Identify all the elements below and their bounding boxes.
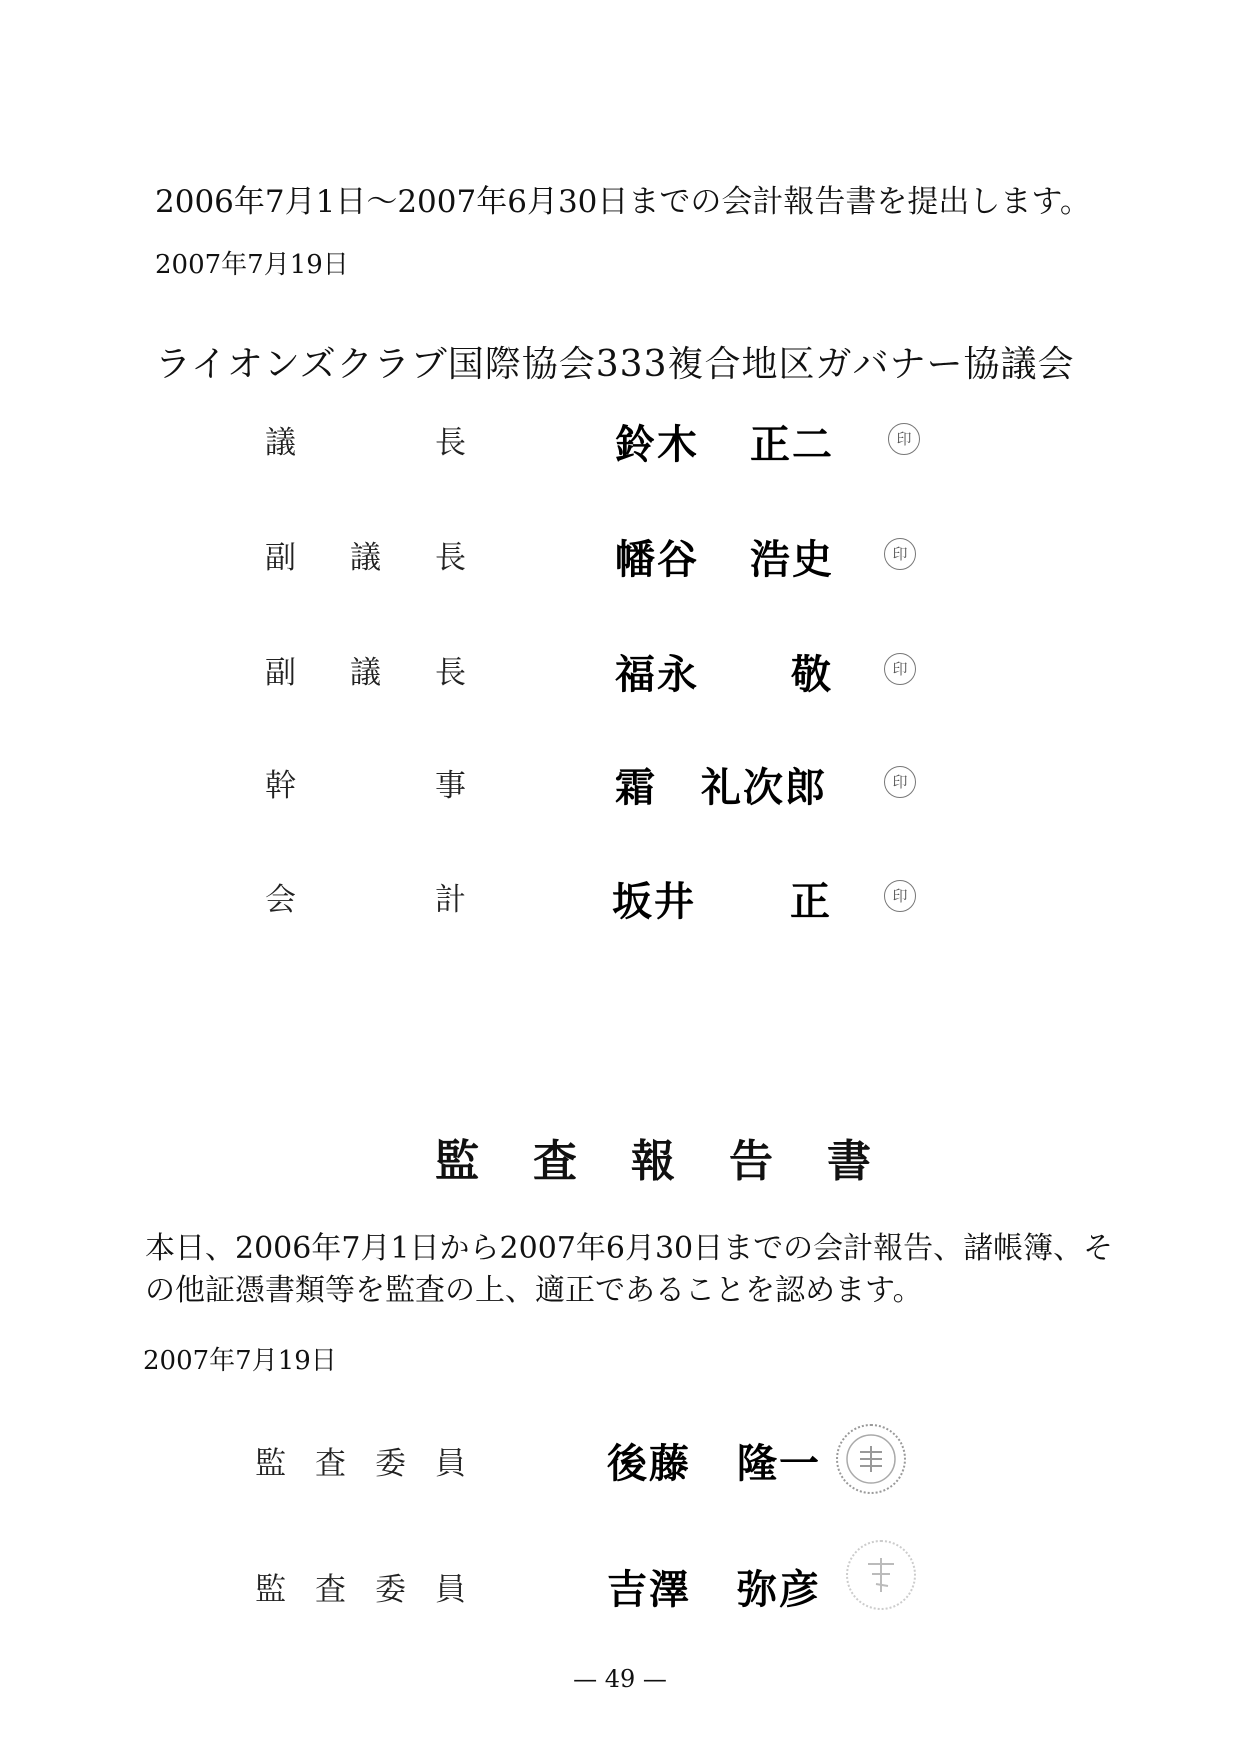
title-char: 告 <box>729 1136 773 1187</box>
officer-family-name: 福永 <box>615 651 699 698</box>
title-char: 監 <box>435 1136 479 1187</box>
auditor-row <box>0 1558 1240 1628</box>
page-number: — 49 — <box>573 1665 667 1693</box>
submission-statement: 2006年7月1日～2007年6月30日までの会計報告書を提出します。 <box>155 184 1091 220</box>
auditor-seal-icon <box>836 1424 906 1494</box>
auditor-family-name: 吉澤 <box>607 1566 691 1613</box>
role-char: 委 <box>375 1446 406 1482</box>
audit-date: 2007年7月19日 <box>143 1346 337 1376</box>
officer-family-name: 霜 <box>615 764 657 811</box>
role-char: 査 <box>315 1572 346 1608</box>
seal-stamp-icon: 印 <box>884 880 916 912</box>
role-char: 長 <box>435 655 466 691</box>
auditor-name <box>607 1432 837 1487</box>
auditor-given-name: 弥彦 <box>737 1566 821 1613</box>
officer-family-name: 鈴木 <box>615 421 699 468</box>
officer-name <box>615 643 845 698</box>
role-char: 議 <box>265 425 296 461</box>
role-char: 員 <box>435 1572 466 1608</box>
title-char: 書 <box>827 1136 871 1187</box>
officer-row <box>0 756 1240 816</box>
seal-stamp-icon: 印 <box>884 766 916 798</box>
title-char: 報 <box>631 1136 675 1187</box>
officer-role <box>265 647 485 691</box>
role-char: 監 <box>255 1572 286 1608</box>
role-char: 事 <box>435 768 466 804</box>
seal-stamp-icon: 印 <box>884 538 916 570</box>
officer-role <box>265 874 485 918</box>
officer-name <box>615 528 845 583</box>
officer-row <box>0 643 1240 703</box>
audit-report-title <box>0 1125 1240 1185</box>
auditor-name <box>607 1558 837 1613</box>
role-char: 長 <box>435 425 466 461</box>
submission-date: 2007年7月19日 <box>155 250 349 280</box>
officer-family-name: 坂井 <box>612 878 696 925</box>
officer-given-name: 敬 <box>791 651 833 698</box>
officer-given-name: 正二 <box>750 421 834 468</box>
role-char: 副 <box>265 655 296 691</box>
officer-row <box>0 413 1240 473</box>
seal-stamp-icon: 印 <box>888 423 920 455</box>
officer-row <box>0 870 1240 930</box>
seal-stamp-icon: 印 <box>884 653 916 685</box>
auditor-role <box>255 1438 475 1482</box>
role-char: 議 <box>350 540 381 576</box>
role-char: 幹 <box>265 768 296 804</box>
role-char: 員 <box>435 1446 466 1482</box>
auditor-seal-icon <box>846 1540 916 1610</box>
role-char: 計 <box>435 882 466 918</box>
officer-role <box>265 417 485 461</box>
officer-given-name: 浩史 <box>750 536 834 583</box>
audit-statement: 本日、2006年7月1日から2007年6月30日までの会計報告、諸帳簿、その他証憑書類等を監査の上、適正であることを認めます。 <box>145 1231 1114 1308</box>
title-char: 査 <box>533 1136 577 1187</box>
officer-name <box>612 870 842 925</box>
role-char: 議 <box>350 655 381 691</box>
officer-row <box>0 528 1240 588</box>
role-char: 監 <box>255 1446 286 1482</box>
auditor-family-name: 後藤 <box>607 1440 691 1487</box>
role-char: 副 <box>265 540 296 576</box>
auditor-row <box>0 1432 1240 1502</box>
officer-role <box>265 532 485 576</box>
officer-name <box>615 413 845 468</box>
officer-family-name: 幡谷 <box>615 536 699 583</box>
organization-name: ライオンズクラブ国際協会333複合地区ガバナー協議会 <box>155 344 1075 385</box>
role-char: 委 <box>375 1572 406 1608</box>
officer-given-name: 正 <box>790 878 832 925</box>
officer-name <box>615 756 845 811</box>
officer-given-name: 礼次郎 <box>701 764 827 811</box>
auditor-role <box>255 1564 475 1608</box>
role-char: 査 <box>315 1446 346 1482</box>
auditor-given-name: 隆一 <box>737 1440 821 1487</box>
role-char: 長 <box>435 540 466 576</box>
role-char: 会 <box>265 882 296 918</box>
officer-role <box>265 760 485 804</box>
